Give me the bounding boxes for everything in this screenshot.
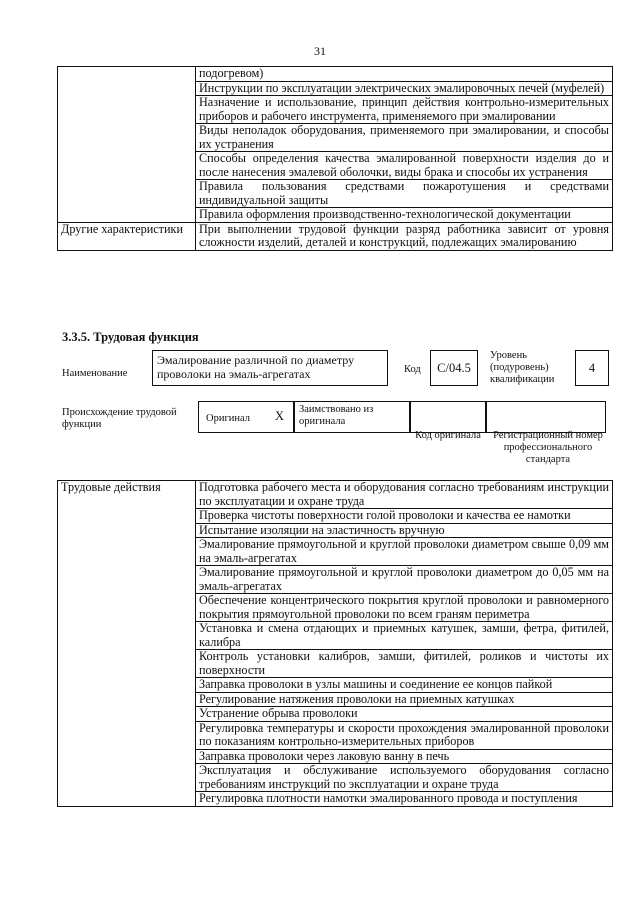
page-number: 31 — [314, 44, 326, 58]
knowledge-label-cell — [58, 67, 196, 223]
knowledge-item: Инструкции по эксплуатации электрических эмалировочных печей (муфелей) — [196, 81, 613, 96]
labor-actions-label: Трудовые действия — [58, 481, 196, 807]
borrowed-cell: Заимствовано из оригинала — [294, 401, 410, 433]
code-original-cell — [410, 401, 486, 433]
function-name-box: Эмалирование различной по диаметру проволоки на эмаль-агрегатах — [152, 350, 388, 386]
code-label: Код — [404, 364, 421, 375]
origin-label: Происхождение трудовой функции — [62, 407, 177, 430]
reg-number-cell — [486, 401, 606, 433]
knowledge-item: Назначение и использование, принцип действия контрольно-измерительных приборов и рабочего инструмента, применяемого при эмалировании — [196, 96, 613, 124]
code-box: C/04.5 — [430, 350, 478, 386]
labor-action-item: Обеспечение концентрического покрытия круглой проволоки и равномерного покрытия прямоугольной проволоки по всем граням периметра — [196, 594, 613, 622]
table-row — [58, 222, 613, 250]
knowledge-item: подогревом) — [196, 67, 613, 82]
original-mark: X — [275, 409, 285, 423]
labor-action-item: Заправка проволоки через лаковую ванну в печь — [196, 749, 613, 764]
level-label: Уровень (подуровень) квалификации — [490, 350, 555, 385]
labor-action-item: Проверка чистоты поверхности голой проволоки и качества ее намотки — [196, 509, 613, 524]
labor-action-item: Регулировка плотности намотки эмалированного провода и поступления — [196, 792, 613, 807]
labor-action-item: Регулировка температуры и скорости прохождения эмалированной проволоки по показаниям контрольно-измерительных приборов — [196, 721, 613, 749]
labor-action-item: Регулирование натяжения проволоки на приемных катушках — [196, 692, 613, 707]
original-cell — [198, 401, 294, 433]
other-characteristics-text: При выполнении трудовой функции разряд работника зависит от уровня сложности изделий, деталей и конструкций, подлежащих эмалированию — [196, 222, 613, 250]
labor-actions-table — [57, 480, 613, 807]
labor-action-item: Эмалирование прямоугольной и круглой проволоки диаметром до 0,05 мм на эмаль-агрегатах — [196, 566, 613, 594]
level-box: 4 — [575, 350, 609, 386]
code-original-label: Код оригинала — [415, 430, 481, 441]
name-label: Наименование — [62, 368, 128, 379]
table-row — [58, 481, 613, 509]
labor-action-item: Эксплуатация и обслуживание используемого оборудования согласно требованиям инструкций по эксплуатации и охране труда — [196, 764, 613, 792]
original-label: Оригинал — [206, 413, 250, 424]
knowledge-item: Способы определения качества эмалированной поверхности изделия до и после нанесения эмалевой оболочки, виды брака и способы их устранения — [196, 152, 613, 180]
labor-action-item: Заправка проволоки в узлы машины и соединение ее концов пайкой — [196, 678, 613, 693]
knowledge-item: Правила пользования средствами пожаротушения и средствами индивидуальной защиты — [196, 180, 613, 208]
other-characteristics-label: Другие характеристики — [58, 222, 196, 250]
reg-number-label: Регистрационный номер профессионального стандарта — [493, 430, 603, 465]
labor-action-item: Подготовка рабочего места и оборудования согласно требованиям инструкции по эксплуатации и охране труда — [196, 481, 613, 509]
labor-action-item: Контроль установки калибров, замши, фитилей, роликов и чистоты их поверхности — [196, 650, 613, 678]
labor-action-item: Эмалирование прямоугольной и круглой проволоки диаметром свыше 0,09 мм на эмаль-агрегатах — [196, 538, 613, 566]
knowledge-item: Виды неполадок оборудования, применяемого при эмалировании, и способы их устранения — [196, 124, 613, 152]
labor-action-item: Установка и смена отдающих и приемных катушек, замши, фетра, фитилей, калибра — [196, 622, 613, 650]
knowledge-table — [57, 66, 613, 251]
labor-action-item: Испытание изоляции на эластичность вручную — [196, 523, 613, 538]
knowledge-item: Правила оформления производственно-технологической документации — [196, 208, 613, 223]
labor-action-item: Устранение обрыва проволоки — [196, 707, 613, 722]
table-row — [58, 67, 613, 82]
section-title: 3.3.5. Трудовая функция — [62, 330, 199, 344]
